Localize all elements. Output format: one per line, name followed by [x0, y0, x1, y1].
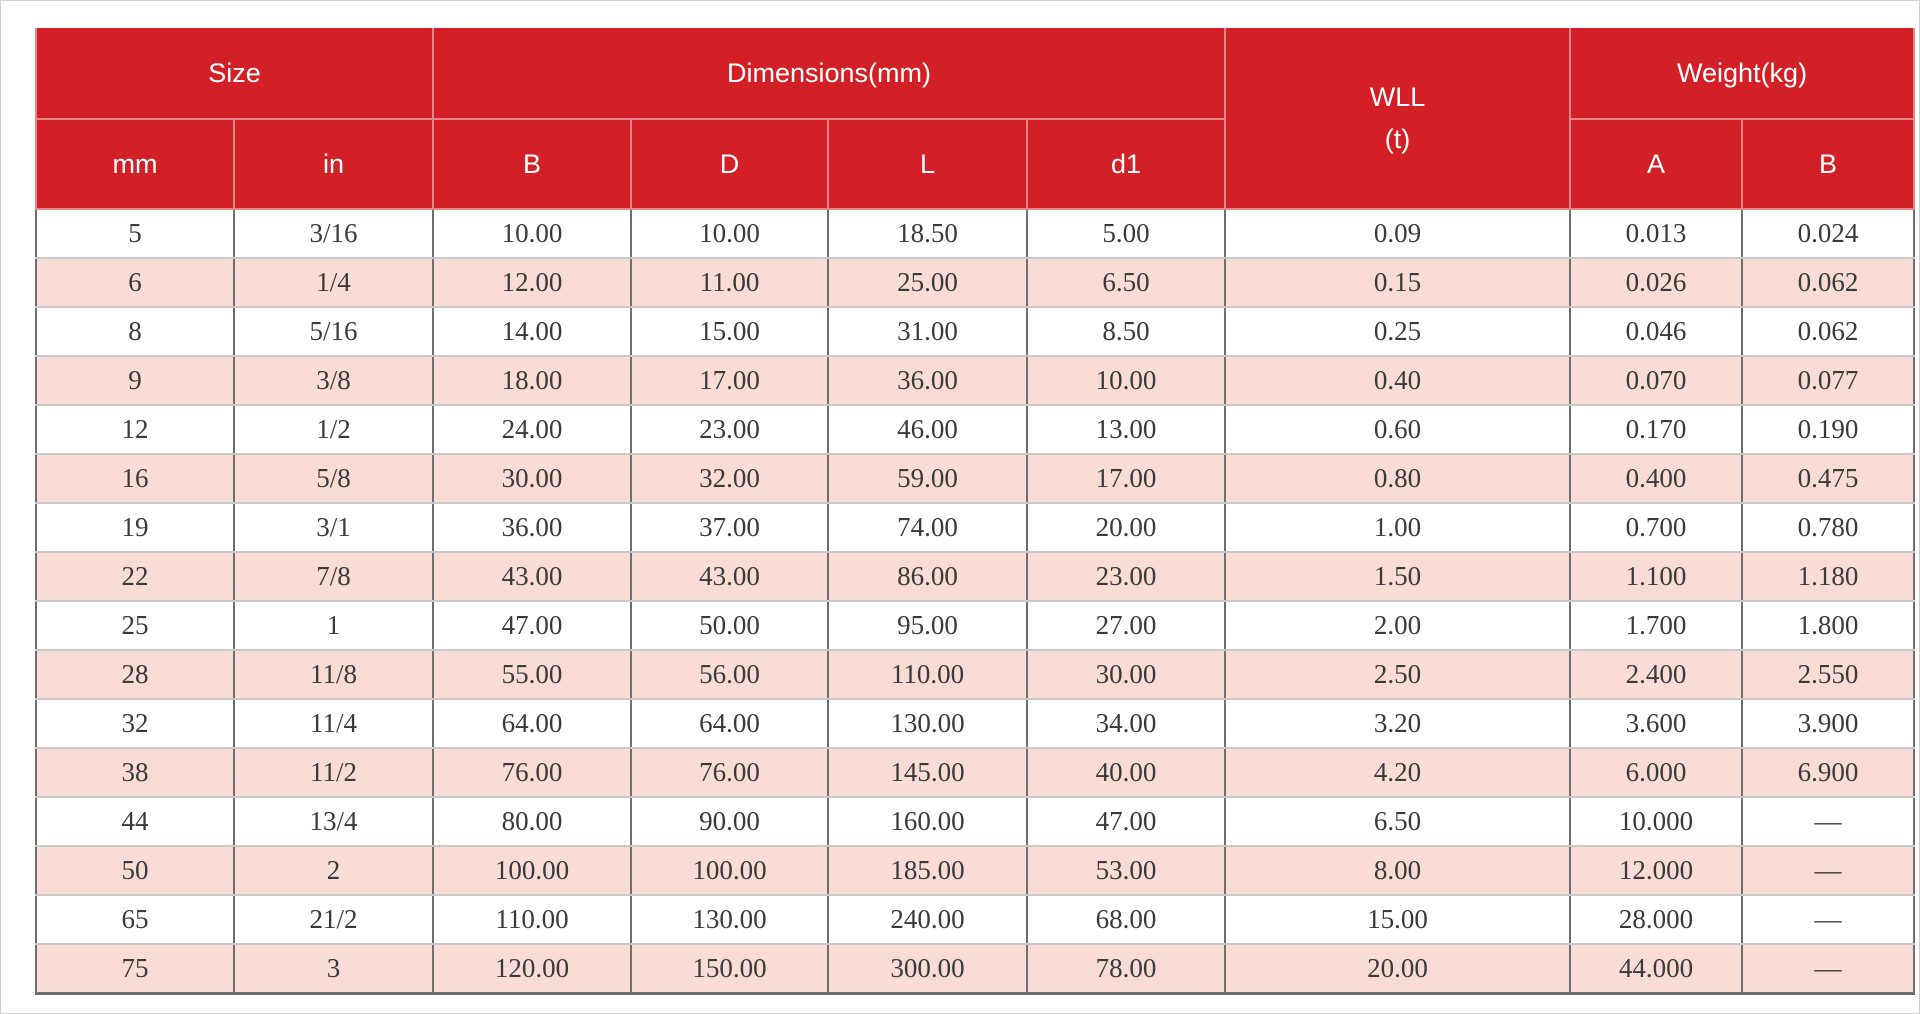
cell-mm: 6	[36, 258, 234, 307]
cell-l: 18.50	[828, 209, 1027, 258]
cell-d1: 20.00	[1027, 503, 1225, 552]
cell-weight-b: —	[1742, 944, 1914, 994]
cell-d1: 68.00	[1027, 895, 1225, 944]
cell-in: 11/4	[234, 699, 433, 748]
header-mm: mm	[36, 119, 234, 209]
header-d: D	[631, 119, 828, 209]
cell-weight-a: 0.070	[1570, 356, 1742, 405]
cell-wll: 6.50	[1225, 797, 1570, 846]
header-size: Size	[36, 28, 433, 119]
cell-d: 56.00	[631, 650, 828, 699]
cell-l: 31.00	[828, 307, 1027, 356]
cell-weight-b: —	[1742, 895, 1914, 944]
cell-mm: 44	[36, 797, 234, 846]
cell-weight-a: 0.026	[1570, 258, 1742, 307]
cell-weight-b: 0.062	[1742, 307, 1914, 356]
cell-d: 11.00	[631, 258, 828, 307]
cell-weight-b: 0.062	[1742, 258, 1914, 307]
cell-d1: 10.00	[1027, 356, 1225, 405]
cell-wll: 0.25	[1225, 307, 1570, 356]
cell-mm: 19	[36, 503, 234, 552]
cell-weight-a: 1.700	[1570, 601, 1742, 650]
cell-l: 145.00	[828, 748, 1027, 797]
table-row	[36, 454, 1914, 503]
cell-d: 23.00	[631, 405, 828, 454]
cell-d1: 78.00	[1027, 944, 1225, 994]
cell-d: 150.00	[631, 944, 828, 994]
cell-in: 3/16	[234, 209, 433, 258]
cell-d: 17.00	[631, 356, 828, 405]
cell-l: 25.00	[828, 258, 1027, 307]
table-row	[36, 846, 1914, 895]
cell-d1: 30.00	[1027, 650, 1225, 699]
cell-mm: 25	[36, 601, 234, 650]
cell-weight-a: 0.170	[1570, 405, 1742, 454]
cell-l: 300.00	[828, 944, 1027, 994]
cell-wll: 0.60	[1225, 405, 1570, 454]
cell-weight-a: 0.700	[1570, 503, 1742, 552]
cell-weight-a: 12.000	[1570, 846, 1742, 895]
cell-weight-a: 0.400	[1570, 454, 1742, 503]
cell-in: 7/8	[234, 552, 433, 601]
cell-b: 55.00	[433, 650, 631, 699]
table-row	[36, 748, 1914, 797]
cell-l: 86.00	[828, 552, 1027, 601]
cell-b: 36.00	[433, 503, 631, 552]
cell-weight-b: 0.780	[1742, 503, 1914, 552]
cell-d: 100.00	[631, 846, 828, 895]
cell-weight-b: 1.180	[1742, 552, 1914, 601]
cell-l: 95.00	[828, 601, 1027, 650]
cell-wll: 20.00	[1225, 944, 1570, 994]
cell-d1: 6.50	[1027, 258, 1225, 307]
table-header	[36, 28, 1914, 209]
cell-mm: 8	[36, 307, 234, 356]
cell-d: 50.00	[631, 601, 828, 650]
cell-mm: 75	[36, 944, 234, 994]
cell-in: 2	[234, 846, 433, 895]
cell-wll: 0.80	[1225, 454, 1570, 503]
header-weight-b: B	[1742, 119, 1914, 209]
cell-d: 130.00	[631, 895, 828, 944]
cell-l: 185.00	[828, 846, 1027, 895]
cell-d1: 5.00	[1027, 209, 1225, 258]
cell-d: 90.00	[631, 797, 828, 846]
cell-b: 10.00	[433, 209, 631, 258]
cell-l: 46.00	[828, 405, 1027, 454]
cell-mm: 16	[36, 454, 234, 503]
cell-l: 59.00	[828, 454, 1027, 503]
cell-weight-a: 3.600	[1570, 699, 1742, 748]
cell-in: 3/1	[234, 503, 433, 552]
specification-table	[35, 28, 1915, 995]
header-in: in	[234, 119, 433, 209]
cell-d: 37.00	[631, 503, 828, 552]
cell-b: 47.00	[433, 601, 631, 650]
cell-weight-b: 0.024	[1742, 209, 1914, 258]
table-row	[36, 601, 1914, 650]
cell-d1: 40.00	[1027, 748, 1225, 797]
cell-mm: 38	[36, 748, 234, 797]
cell-d: 76.00	[631, 748, 828, 797]
header-wll	[1225, 28, 1570, 209]
cell-mm: 32	[36, 699, 234, 748]
cell-wll: 1.50	[1225, 552, 1570, 601]
cell-weight-b: 0.190	[1742, 405, 1914, 454]
cell-in: 1/4	[234, 258, 433, 307]
cell-weight-b: 0.475	[1742, 454, 1914, 503]
cell-wll: 2.50	[1225, 650, 1570, 699]
cell-in: 5/8	[234, 454, 433, 503]
cell-mm: 65	[36, 895, 234, 944]
header-weight-a: A	[1570, 119, 1742, 209]
table-row	[36, 944, 1914, 994]
cell-in: 21/2	[234, 895, 433, 944]
cell-wll: 1.00	[1225, 503, 1570, 552]
table-row	[36, 356, 1914, 405]
cell-d1: 8.50	[1027, 307, 1225, 356]
cell-in: 1	[234, 601, 433, 650]
cell-l: 240.00	[828, 895, 1027, 944]
header-weight: Weight(kg)	[1570, 28, 1914, 119]
cell-weight-a: 0.013	[1570, 209, 1742, 258]
cell-mm: 9	[36, 356, 234, 405]
cell-weight-a: 6.000	[1570, 748, 1742, 797]
cell-l: 160.00	[828, 797, 1027, 846]
cell-b: 18.00	[433, 356, 631, 405]
cell-d1: 47.00	[1027, 797, 1225, 846]
cell-b: 120.00	[433, 944, 631, 994]
cell-l: 74.00	[828, 503, 1027, 552]
cell-weight-b: —	[1742, 797, 1914, 846]
cell-in: 11/2	[234, 748, 433, 797]
cell-wll: 0.09	[1225, 209, 1570, 258]
header-b: B	[433, 119, 631, 209]
cell-weight-a: 1.100	[1570, 552, 1742, 601]
cell-weight-a: 0.046	[1570, 307, 1742, 356]
cell-b: 100.00	[433, 846, 631, 895]
table-row	[36, 797, 1914, 846]
cell-d1: 23.00	[1027, 552, 1225, 601]
table-row	[36, 307, 1914, 356]
cell-in: 1/2	[234, 405, 433, 454]
cell-d1: 27.00	[1027, 601, 1225, 650]
cell-d1: 13.00	[1027, 405, 1225, 454]
table-body	[36, 209, 1914, 994]
table-row	[36, 699, 1914, 748]
table-row	[36, 650, 1914, 699]
cell-d: 43.00	[631, 552, 828, 601]
header-wll-label: WLL	[1369, 82, 1426, 112]
cell-b: 80.00	[433, 797, 631, 846]
cell-d: 32.00	[631, 454, 828, 503]
table-row	[36, 258, 1914, 307]
table-row	[36, 552, 1914, 601]
cell-in: 11/8	[234, 650, 433, 699]
cell-wll: 8.00	[1225, 846, 1570, 895]
cell-weight-b: 1.800	[1742, 601, 1914, 650]
cell-mm: 50	[36, 846, 234, 895]
cell-weight-a: 28.000	[1570, 895, 1742, 944]
cell-d: 64.00	[631, 699, 828, 748]
header-group-row	[36, 28, 1914, 119]
cell-weight-a: 2.400	[1570, 650, 1742, 699]
cell-b: 43.00	[433, 552, 631, 601]
cell-wll: 0.40	[1225, 356, 1570, 405]
header-l: L	[828, 119, 1027, 209]
cell-b: 12.00	[433, 258, 631, 307]
cell-weight-a: 10.000	[1570, 797, 1742, 846]
cell-l: 36.00	[828, 356, 1027, 405]
cell-in: 13/4	[234, 797, 433, 846]
cell-weight-b: 3.900	[1742, 699, 1914, 748]
cell-l: 130.00	[828, 699, 1027, 748]
cell-d: 15.00	[631, 307, 828, 356]
table-row	[36, 209, 1914, 258]
cell-mm: 22	[36, 552, 234, 601]
cell-b: 64.00	[433, 699, 631, 748]
cell-b: 30.00	[433, 454, 631, 503]
cell-b: 76.00	[433, 748, 631, 797]
cell-weight-b: 6.900	[1742, 748, 1914, 797]
cell-weight-b: —	[1742, 846, 1914, 895]
cell-weight-b: 2.550	[1742, 650, 1914, 699]
cell-mm: 12	[36, 405, 234, 454]
table-row	[36, 895, 1914, 944]
header-sub-row	[36, 119, 1914, 209]
cell-wll: 0.15	[1225, 258, 1570, 307]
header-dimensions: Dimensions(mm)	[433, 28, 1225, 119]
cell-mm: 5	[36, 209, 234, 258]
cell-wll: 2.00	[1225, 601, 1570, 650]
cell-b: 14.00	[433, 307, 631, 356]
cell-d1: 53.00	[1027, 846, 1225, 895]
cell-l: 110.00	[828, 650, 1027, 699]
cell-in: 3/8	[234, 356, 433, 405]
cell-b: 24.00	[433, 405, 631, 454]
cell-d1: 17.00	[1027, 454, 1225, 503]
cell-wll: 3.20	[1225, 699, 1570, 748]
cell-mm: 28	[36, 650, 234, 699]
cell-d: 10.00	[631, 209, 828, 258]
cell-d1: 34.00	[1027, 699, 1225, 748]
table-row	[36, 405, 1914, 454]
cell-wll: 4.20	[1225, 748, 1570, 797]
cell-b: 110.00	[433, 895, 631, 944]
header-d1: d1	[1027, 119, 1225, 209]
cell-wll: 15.00	[1225, 895, 1570, 944]
cell-in: 5/16	[234, 307, 433, 356]
cell-weight-a: 44.000	[1570, 944, 1742, 994]
table-row	[36, 503, 1914, 552]
cell-in: 3	[234, 944, 433, 994]
cell-weight-b: 0.077	[1742, 356, 1914, 405]
header-wll-unit: (t)	[1384, 124, 1411, 154]
